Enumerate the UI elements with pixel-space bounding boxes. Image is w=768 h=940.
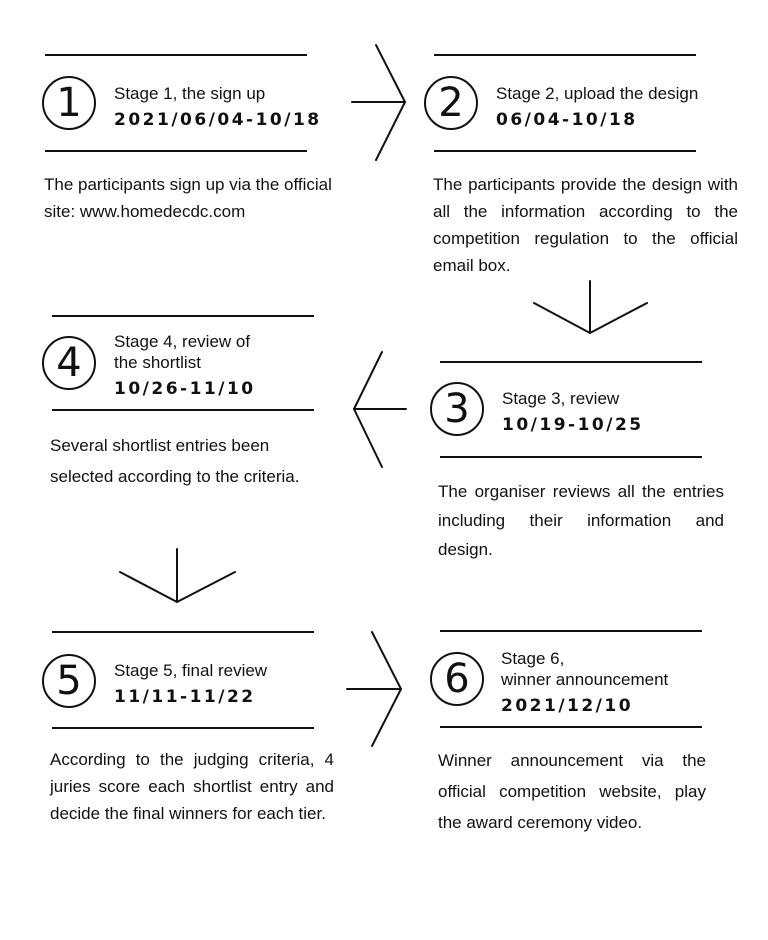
stage-description: According to the judging criteria, 4 juries score each shortlist entry and decide the final winners for each tier. bbox=[50, 750, 334, 823]
top-divider bbox=[440, 361, 702, 363]
stage-number-badge: 1 bbox=[42, 76, 96, 130]
stage-description: Several shortlist entries been selected according to the criteria. bbox=[50, 436, 300, 486]
stage-title: Stage 5, final review bbox=[114, 661, 268, 680]
arrow-right-1-to-2 bbox=[352, 45, 405, 160]
stage-date: 2021/12/10 bbox=[501, 696, 634, 716]
stage-description: The participants provide the design with all the information according to the competition regulation to the official email box. bbox=[433, 175, 738, 275]
stage-date: 06/04-10/18 bbox=[496, 110, 638, 130]
arrow-down-2-to-3 bbox=[534, 281, 647, 333]
stage-number-badge: 2 bbox=[424, 76, 478, 130]
arrow-left-3-to-4 bbox=[354, 352, 406, 467]
top-divider bbox=[45, 54, 307, 56]
stage-number-badge: 6 bbox=[430, 652, 484, 706]
top-divider bbox=[52, 315, 314, 317]
top-divider bbox=[440, 630, 702, 632]
top-divider bbox=[434, 54, 696, 56]
stage-title-line2: the shortlist bbox=[114, 353, 201, 372]
stage-date: 10/19-10/25 bbox=[502, 415, 644, 435]
stage-description: The participants sign up via the official site: www.homedecdc.com bbox=[44, 175, 332, 221]
stage-description: The organiser reviews all the entries including their information and design. bbox=[438, 482, 724, 559]
arrow-down-4-to-5 bbox=[120, 549, 235, 602]
stage-title-line2: winner announcement bbox=[501, 670, 669, 689]
stage-number-badge: 3 bbox=[430, 382, 484, 436]
arrow-right-5-to-6 bbox=[347, 632, 401, 746]
stage-date: 2021/06/04-10/18 bbox=[114, 110, 322, 130]
stage-title-line1: Stage 6, bbox=[501, 649, 565, 668]
top-divider bbox=[52, 631, 314, 633]
stage-title: Stage 3, review bbox=[502, 389, 620, 408]
bottom-divider bbox=[45, 150, 307, 152]
bottom-divider bbox=[440, 456, 702, 458]
bottom-divider bbox=[52, 409, 314, 411]
stage-description: Winner announcement via the official competition website, play the award ceremony video. bbox=[438, 751, 706, 832]
bottom-divider bbox=[440, 726, 702, 728]
stage-date: 10/26-11/10 bbox=[114, 379, 256, 399]
stage-title: Stage 1, the sign up bbox=[114, 84, 266, 103]
stage-date: 11/11-11/22 bbox=[114, 687, 256, 707]
stage-title-line1: Stage 4, review of bbox=[114, 332, 251, 351]
stage-number-badge: 5 bbox=[42, 654, 96, 708]
stage-title: Stage 2, upload the design bbox=[496, 84, 699, 103]
bottom-divider bbox=[434, 150, 696, 152]
bottom-divider bbox=[52, 727, 314, 729]
stage-number-badge: 4 bbox=[42, 336, 96, 390]
